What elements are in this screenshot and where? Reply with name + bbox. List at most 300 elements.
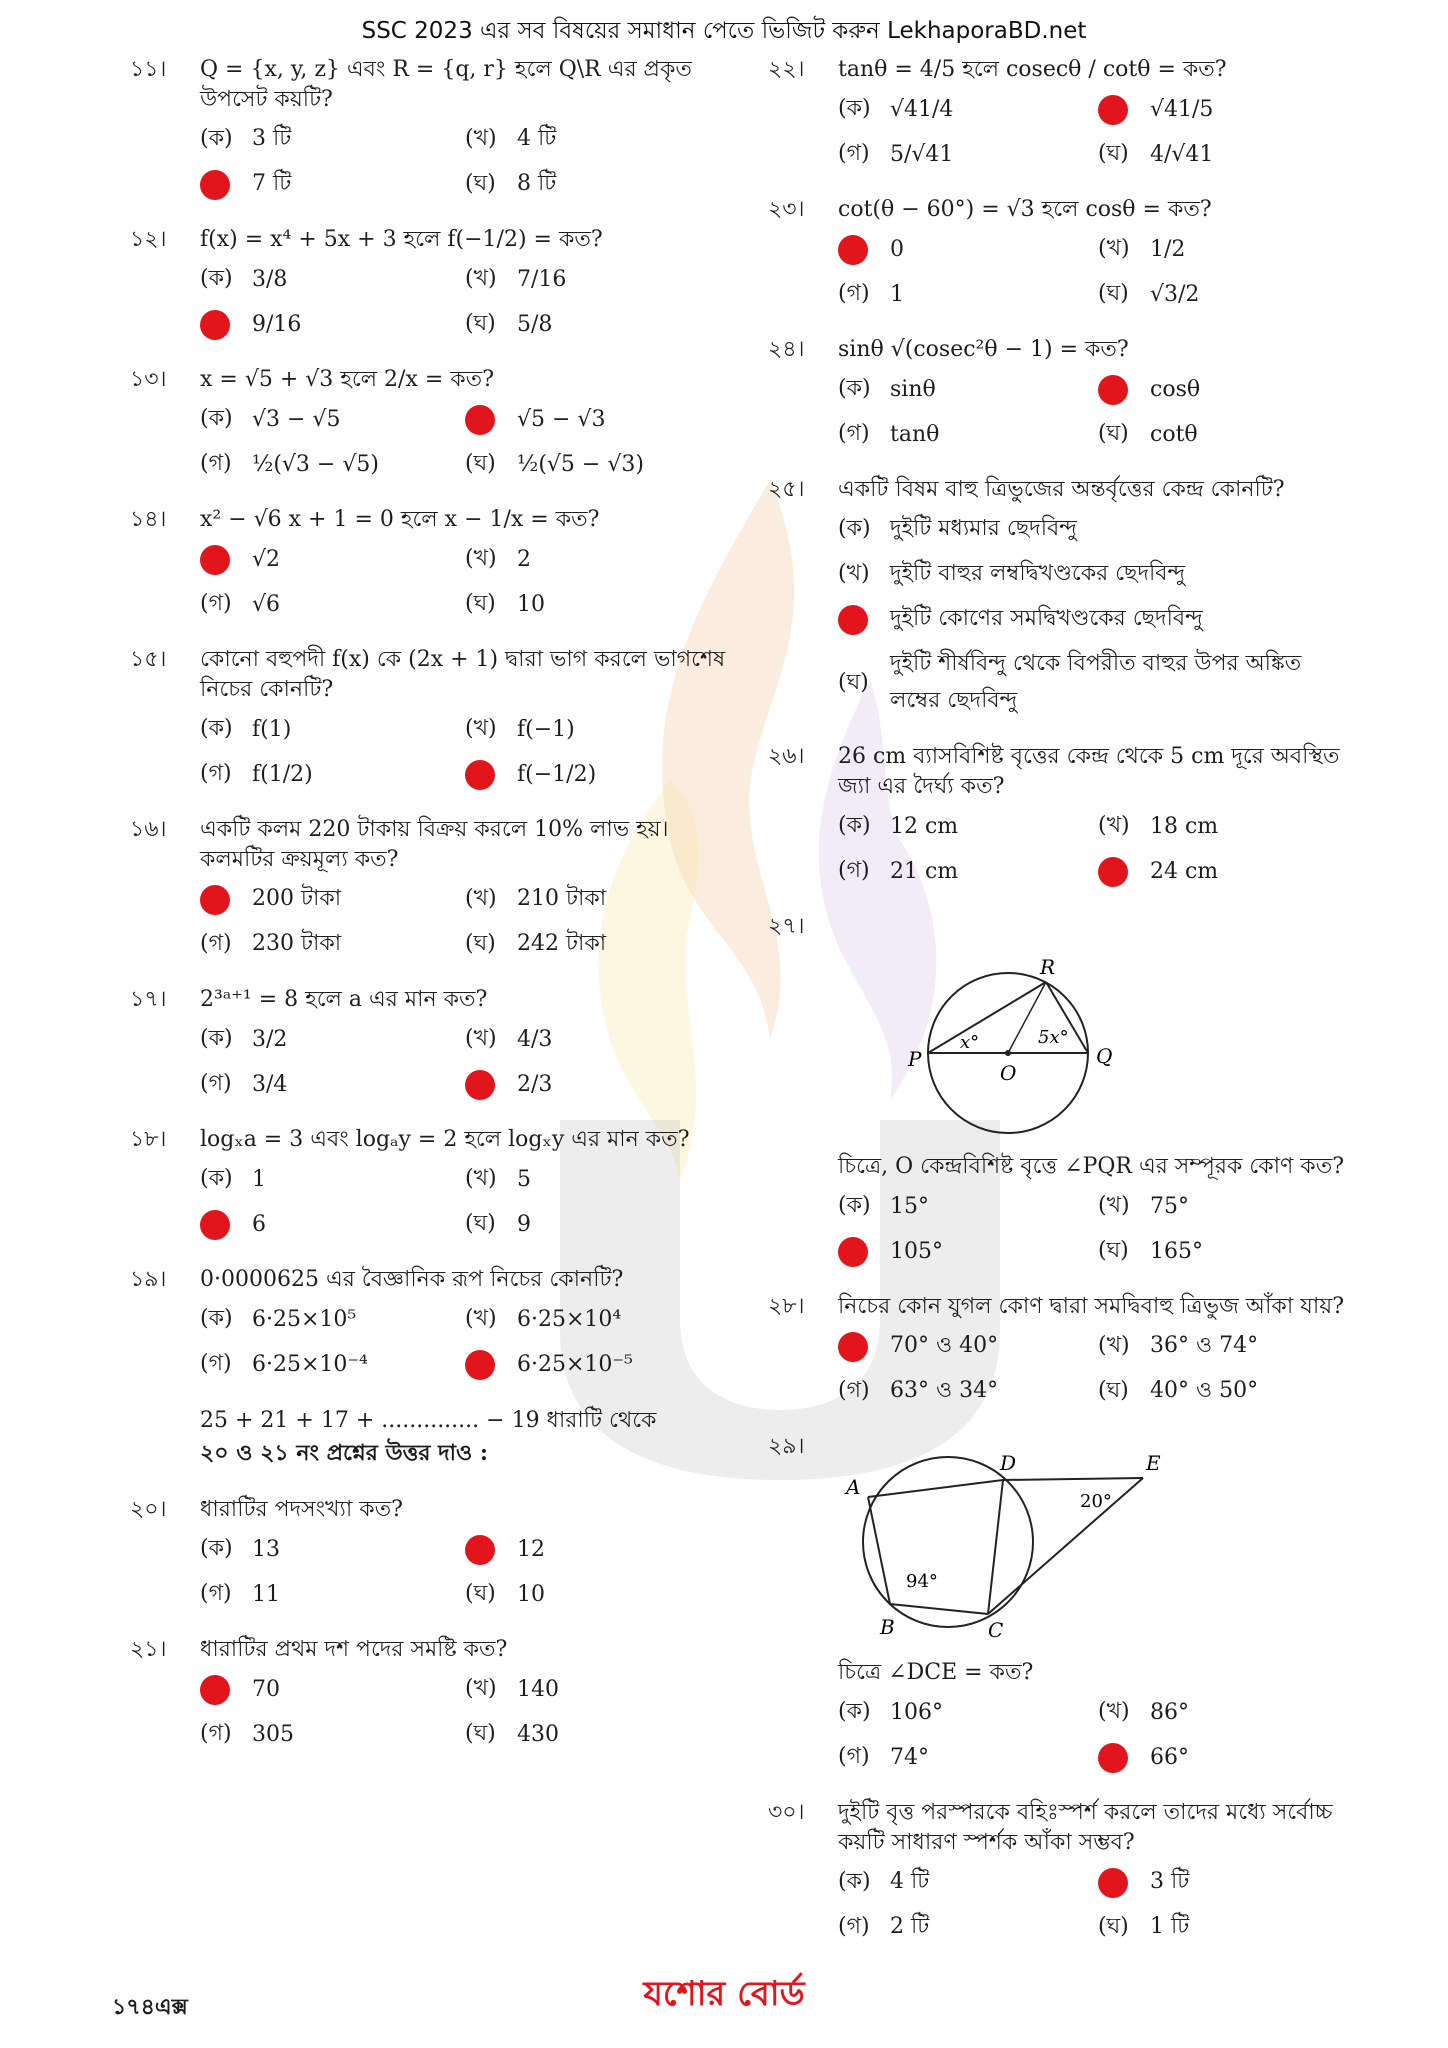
option-label: (ঘ) xyxy=(465,1211,496,1236)
label-d: D xyxy=(1000,1451,1017,1475)
answer-option xyxy=(838,91,1098,128)
option-label: (খ) xyxy=(465,1676,497,1701)
question-text: cot(θ − 60°) = √3 হলে cosθ = কত? xyxy=(838,197,1212,222)
option-label: (ঘ) xyxy=(1098,141,1129,166)
question-number: ১৮। xyxy=(130,1127,167,1152)
correct-answer-marker xyxy=(838,1332,868,1362)
answer-option xyxy=(200,1576,465,1613)
option-value: 106° xyxy=(890,1700,943,1725)
answer-option xyxy=(465,756,730,793)
question-27 xyxy=(768,912,1358,1270)
answer-option xyxy=(200,1531,465,1568)
option-label: (গ) xyxy=(838,1744,870,1769)
answer-option xyxy=(838,646,1358,720)
option-value: 6 xyxy=(252,1212,266,1237)
option-value: দুইটি বাহুর লম্বদ্বিখণ্ডকের ছেদবিন্দু xyxy=(890,561,1186,586)
option-label: (ক) xyxy=(838,1869,871,1894)
answer-option xyxy=(1098,276,1358,313)
answer-option xyxy=(838,231,1098,268)
answer-option xyxy=(465,1161,730,1198)
correct-answer-marker xyxy=(465,1535,495,1565)
answer-option xyxy=(465,446,730,483)
answer-option xyxy=(465,711,730,748)
option-value: 3/4 xyxy=(252,1072,288,1097)
option-value: 4 টি xyxy=(517,126,557,151)
answer-option xyxy=(200,1301,465,1338)
option-label: (ঘ) xyxy=(465,931,496,956)
answer-option xyxy=(1098,136,1358,173)
answer-option xyxy=(838,1864,1098,1901)
option-label: (খ) xyxy=(1098,236,1130,261)
answer-option xyxy=(465,1301,730,1338)
answer-option xyxy=(1098,1328,1358,1365)
correct-answer-marker xyxy=(200,170,230,200)
option-value: sinθ xyxy=(890,377,936,402)
option-label: (গ) xyxy=(838,141,870,166)
option-label: (গ) xyxy=(838,1378,870,1403)
question-text: দুইটি বৃত্ত পরস্পরকে বহিঃস্পর্শ করলে তাদের মধ্যে সর্বোচ্চ কয়টি সাধারণ স্পর্শক আঁকা সম্ভব? xyxy=(838,1800,1333,1855)
option-value: 5/8 xyxy=(517,312,553,337)
option-label: (ক) xyxy=(200,126,233,151)
option-label: (খ) xyxy=(465,1026,497,1051)
answer-option xyxy=(1098,1188,1358,1225)
option-value: 8 টি xyxy=(517,171,557,196)
option-value: 21 cm xyxy=(890,859,959,884)
option-value: 24 cm xyxy=(1150,859,1219,884)
answer-option xyxy=(838,136,1098,173)
option-label: (গ) xyxy=(200,591,232,616)
answer-option xyxy=(465,1716,730,1753)
question xyxy=(130,815,730,963)
option-value: √3 − √5 xyxy=(252,407,341,432)
option-value: 3 টি xyxy=(1150,1869,1190,1894)
question xyxy=(130,505,730,623)
answer-option xyxy=(465,166,730,203)
option-label: (গ) xyxy=(200,931,232,956)
option-value: 18 cm xyxy=(1150,814,1219,839)
question-28 xyxy=(768,1292,1358,1410)
option-label: (খ) xyxy=(465,126,497,151)
question xyxy=(768,335,1358,453)
option-label: (গ) xyxy=(838,1914,870,1939)
label-angle-94: 94° xyxy=(906,1571,938,1592)
answer-option xyxy=(838,1909,1098,1946)
option-label: (ঘ) xyxy=(1098,281,1129,306)
option-label: (ঘ) xyxy=(465,1721,496,1746)
answer-option xyxy=(200,401,465,438)
option-label: (খ) xyxy=(465,546,497,571)
option-label: (গ) xyxy=(200,1581,232,1606)
option-value: 40° ও 50° xyxy=(1150,1378,1259,1403)
answer-option xyxy=(838,511,1358,548)
question-number: ১২। xyxy=(130,227,167,252)
option-value: 70° ও 40° xyxy=(890,1333,999,1358)
option-value: ½(√3 − √5) xyxy=(252,452,379,477)
answer-option xyxy=(200,1671,465,1708)
question-text: একটি বিষম বাহু ত্রিভুজের অন্তর্বৃত্তের কেন্দ্র কোনটি? xyxy=(838,477,1285,502)
correct-answer-marker xyxy=(465,760,495,790)
answer-option xyxy=(200,1021,465,1058)
option-label: (ঘ) xyxy=(465,1581,496,1606)
question-number: ২৩। xyxy=(768,197,805,222)
option-value: 10 xyxy=(517,592,545,617)
option-label: (ঘ) xyxy=(465,591,496,616)
answer-option xyxy=(1098,1909,1358,1946)
answer-option xyxy=(200,446,465,483)
option-label: (ঘ) xyxy=(1098,1378,1129,1403)
answer-option xyxy=(200,1716,465,1753)
answer-option xyxy=(200,586,465,623)
option-value: 5 xyxy=(517,1167,531,1192)
question-text: ধারাটির প্রথম দশ পদের সমষ্টি কত? xyxy=(200,1637,508,1662)
question xyxy=(130,1495,730,1613)
option-label: (গ) xyxy=(838,421,870,446)
correct-answer-marker xyxy=(1098,1868,1128,1898)
label-e: E xyxy=(1146,1451,1161,1475)
answer-option xyxy=(838,1373,1098,1410)
series-intro xyxy=(130,1405,730,1469)
option-label: (ঘ) xyxy=(1098,1238,1129,1263)
label-angle-20: 20° xyxy=(1080,1491,1112,1512)
answer-option xyxy=(838,853,1098,890)
correct-answer-marker xyxy=(1098,95,1128,125)
option-value: 210 টাকা xyxy=(517,886,607,911)
option-label: (ক) xyxy=(200,1166,233,1191)
option-value: 10 xyxy=(517,1582,545,1607)
option-value: 4/√41 xyxy=(1150,142,1214,167)
option-label: (গ) xyxy=(200,451,232,476)
option-value: 1 টি xyxy=(1150,1914,1190,1939)
question-number: ২১। xyxy=(130,1637,167,1662)
answer-option xyxy=(465,1021,730,1058)
option-label: (ক) xyxy=(838,813,871,838)
question-text: একটি কলম 220 টাকায় বিক্রয় করলে 10% লাভ হয়। কলমটির ক্রয়মূল্য কত? xyxy=(200,817,669,872)
option-value: 12 xyxy=(517,1537,545,1562)
option-value: 4/3 xyxy=(517,1027,553,1052)
question-text: x² − √6 x + 1 = 0 হলে x − 1/x = কত? xyxy=(200,507,600,532)
option-label: (ক) xyxy=(200,1536,233,1561)
question-text: 2³ᵃ⁺¹ = 8 হলে a এর মান কত? xyxy=(200,987,488,1012)
option-label: (খ) xyxy=(465,266,497,291)
question-number: ১৭। xyxy=(130,987,167,1012)
answer-option xyxy=(200,1346,465,1383)
question xyxy=(130,645,730,793)
question-text: sinθ √(cosec²θ − 1) = কত? xyxy=(838,337,1129,362)
question-number: ১৩। xyxy=(130,367,167,392)
label-angle-5x: 5x° xyxy=(1038,1027,1069,1048)
option-label: (খ) xyxy=(465,886,497,911)
option-label: (ঘ) xyxy=(465,171,496,196)
question xyxy=(768,55,1358,173)
answer-option xyxy=(465,541,730,578)
option-value: 2 xyxy=(517,547,531,572)
option-label: (ক) xyxy=(200,266,233,291)
option-value: 242 টাকা xyxy=(517,931,607,956)
series-intro-line1: 25 + 21 + 17 + .............. − 19 ধারাটি থেকে xyxy=(200,1408,657,1433)
option-value: 9/16 xyxy=(252,312,302,337)
option-label: (গ) xyxy=(200,761,232,786)
site-banner: SSC 2023 এর সব বিষয়ের সমাধান পেতে ভিজিট করুন LekhaporaBD.net xyxy=(361,18,1087,44)
label-p: P xyxy=(908,1047,922,1071)
option-label: (খ) xyxy=(1098,1333,1130,1358)
option-value: √41/4 xyxy=(890,97,954,122)
option-value: 86° xyxy=(1150,1700,1189,1725)
question-number: ১৬। xyxy=(130,817,167,842)
option-value: 66° xyxy=(1150,1745,1189,1770)
option-value: 6·25×10⁻⁵ xyxy=(517,1352,633,1377)
question-number: ১৫। xyxy=(130,647,167,672)
option-value: 1 xyxy=(890,282,904,307)
answer-option xyxy=(200,756,465,793)
question-text: ধারাটির পদসংখ্যা কত? xyxy=(200,1497,403,1522)
option-label: (ক) xyxy=(838,1699,871,1724)
answer-option xyxy=(465,401,730,438)
option-label: (গ) xyxy=(838,858,870,883)
option-label: (খ) xyxy=(1098,1193,1130,1218)
option-label: (খ) xyxy=(838,561,870,586)
left-column xyxy=(130,55,730,1775)
option-value: 4 টি xyxy=(890,1869,930,1894)
option-value: দুইটি কোণের সমদ্বিখণ্ডকের ছেদবিন্দু xyxy=(890,606,1203,631)
option-value: 6·25×10⁵ xyxy=(252,1307,357,1332)
option-value: tanθ xyxy=(890,422,940,447)
option-value: cotθ xyxy=(1150,422,1198,447)
option-value: দুইটি মধ্যমার ছেদবিন্দু xyxy=(890,516,1077,541)
question-text: f(x) = x⁴ + 5x + 3 হলে f(−1/2) = কত? xyxy=(200,227,603,252)
option-label: (ক) xyxy=(200,716,233,741)
answer-option xyxy=(1098,808,1358,845)
question-number: ১৯। xyxy=(130,1267,167,1292)
answer-option xyxy=(200,1161,465,1198)
question-number: ২৯। xyxy=(768,1434,805,1459)
option-value: f(1/2) xyxy=(252,762,313,787)
question-text: tanθ = 4/5 হলে cosecθ / cotθ = কত? xyxy=(838,57,1227,82)
question-number: ২৪। xyxy=(768,337,805,362)
question-number: ২৬। xyxy=(768,744,805,769)
correct-answer-marker xyxy=(200,310,230,340)
option-value: 3/2 xyxy=(252,1027,288,1052)
answer-option xyxy=(1098,416,1358,453)
option-label: (ক) xyxy=(838,96,871,121)
answer-option xyxy=(838,416,1098,453)
answer-option xyxy=(465,1066,730,1103)
answer-option xyxy=(465,1531,730,1568)
option-label: (ঘ) xyxy=(465,311,496,336)
option-value: f(−1) xyxy=(517,717,575,742)
answer-option xyxy=(838,371,1098,408)
correct-answer-marker xyxy=(838,605,868,635)
option-label: (ক) xyxy=(200,1026,233,1051)
question xyxy=(768,195,1358,313)
answer-option xyxy=(1098,1694,1358,1731)
question-number: ১৪। xyxy=(130,507,167,532)
answer-option xyxy=(838,1739,1098,1776)
answer-option xyxy=(838,1233,1098,1270)
option-value: 7/16 xyxy=(517,267,567,292)
option-value: √3/2 xyxy=(1150,282,1200,307)
answer-option xyxy=(838,276,1098,313)
option-value: 2 টি xyxy=(890,1914,930,1939)
answer-option xyxy=(838,1188,1098,1225)
answer-option xyxy=(838,556,1358,593)
question-number: ২৮। xyxy=(768,1294,805,1319)
circle-figure-pqr xyxy=(888,948,1148,1138)
correct-answer-marker xyxy=(200,885,230,915)
correct-answer-marker xyxy=(465,405,495,435)
option-value: 9 xyxy=(517,1212,531,1237)
option-value: √2 xyxy=(252,547,281,572)
label-b: B xyxy=(880,1615,895,1639)
answer-option xyxy=(200,166,465,203)
question-30 xyxy=(768,1798,1358,1946)
option-value: 74° xyxy=(890,1745,929,1770)
option-label: (ক) xyxy=(200,1306,233,1331)
option-label: (ঘ) xyxy=(465,451,496,476)
option-label: (গ) xyxy=(200,1071,232,1096)
option-value: ½(√5 − √3) xyxy=(517,452,644,477)
answer-option xyxy=(465,121,730,158)
answer-option xyxy=(200,261,465,298)
option-label: (ঘ) xyxy=(838,669,869,695)
option-value: 2/3 xyxy=(517,1072,553,1097)
right-column xyxy=(768,55,1358,1968)
option-value: 305 xyxy=(252,1722,294,1747)
question-29 xyxy=(768,1432,1358,1776)
option-value: 165° xyxy=(1150,1239,1203,1264)
option-label: (ক) xyxy=(838,1193,871,1218)
answer-option xyxy=(465,1346,730,1383)
answer-option xyxy=(1098,1739,1358,1776)
option-value: 36° ও 74° xyxy=(1150,1333,1259,1358)
option-value: 105° xyxy=(890,1239,943,1264)
answer-option xyxy=(200,121,465,158)
option-label: (ঘ) xyxy=(1098,421,1129,446)
option-label: (ক) xyxy=(838,376,871,401)
option-value: 6·25×10⁴ xyxy=(517,1307,622,1332)
option-label: (খ) xyxy=(465,1166,497,1191)
question xyxy=(130,1265,730,1383)
question xyxy=(130,1635,730,1753)
option-label: (ক) xyxy=(200,406,233,431)
answer-option xyxy=(1098,231,1358,268)
question-number: ২০। xyxy=(130,1497,167,1522)
correct-answer-marker xyxy=(465,1070,495,1100)
question-number: ২৫। xyxy=(768,477,805,502)
option-label: (গ) xyxy=(200,1721,232,1746)
question-text: x = √5 + √3 হলে 2/x = কত? xyxy=(200,367,494,392)
label-a: A xyxy=(846,1475,861,1499)
option-label: (খ) xyxy=(465,716,497,741)
question-text: logₓa = 3 এবং logₐy = 2 হলে logₓy এর মান কত? xyxy=(200,1127,690,1152)
label-o: O xyxy=(1000,1061,1017,1085)
answer-option xyxy=(200,881,465,918)
correct-answer-marker xyxy=(838,1237,868,1267)
option-value: 430 xyxy=(517,1722,559,1747)
correct-answer-marker xyxy=(838,235,868,265)
answer-option xyxy=(465,1576,730,1613)
option-label: (ক) xyxy=(838,516,871,541)
answer-option xyxy=(200,1066,465,1103)
correct-answer-marker xyxy=(1098,375,1128,405)
answer-option xyxy=(465,926,730,963)
question xyxy=(130,55,730,203)
question xyxy=(130,985,730,1103)
question xyxy=(768,475,1358,720)
option-value: 140 xyxy=(517,1677,559,1702)
answer-option xyxy=(1098,371,1358,408)
option-value: 7 টি xyxy=(252,171,292,196)
option-value: 63° ও 34° xyxy=(890,1378,999,1403)
option-label: (গ) xyxy=(838,281,870,306)
answer-option xyxy=(200,1206,465,1243)
option-value: 3/8 xyxy=(252,267,288,292)
answer-option xyxy=(838,1328,1098,1365)
answer-option xyxy=(200,306,465,343)
option-value: √41/5 xyxy=(1150,97,1214,122)
correct-answer-marker xyxy=(200,1675,230,1705)
question-text: 26 cm ব্যাসবিশিষ্ট বৃত্তের কেন্দ্র থেকে 5 cm দূরে অবস্থিত জ্যা এর দৈর্ঘ্য কত? xyxy=(838,744,1340,799)
correct-answer-marker xyxy=(1098,1743,1128,1773)
option-label: (খ) xyxy=(1098,1699,1130,1724)
answer-option xyxy=(465,261,730,298)
option-value: 3 টি xyxy=(252,126,292,151)
option-value: f(1) xyxy=(252,717,292,742)
board-title: যশোর বোর্ড xyxy=(643,1974,805,2014)
page-code: ১৭৪এক্স xyxy=(112,1994,188,2020)
label-angle-x: x° xyxy=(960,1032,980,1053)
option-value: 15° xyxy=(890,1194,929,1219)
answer-option xyxy=(838,601,1358,638)
option-label: (খ) xyxy=(465,1306,497,1331)
answer-option xyxy=(465,586,730,623)
question xyxy=(130,225,730,343)
question-text: চিত্রে ∠DCE = কত? xyxy=(838,1660,1034,1685)
option-value: 5/√41 xyxy=(890,142,954,167)
series-intro-line2: ২০ ও ২১ নং প্রশ্নের উত্তর দাও : xyxy=(200,1440,489,1466)
correct-answer-marker xyxy=(200,545,230,575)
answer-option xyxy=(1098,1864,1358,1901)
question-number: ৩০। xyxy=(768,1800,805,1825)
question-number: ২২। xyxy=(768,57,805,82)
answer-option xyxy=(200,541,465,578)
correct-answer-marker xyxy=(1098,857,1128,887)
option-value: 12 cm xyxy=(890,814,959,839)
answer-option xyxy=(200,926,465,963)
answer-option xyxy=(838,1694,1098,1731)
question xyxy=(130,365,730,483)
question-text: Q = {x, y, z} এবং R = {q, r} হলে Q\R এর প্রকৃত উপসেট কয়টি? xyxy=(200,57,692,112)
question-text: কোনো বহুপদী f(x) কে (2x + 1) দ্বারা ভাগ করলে ভাগশেষ নিচের কোনটি? xyxy=(200,647,726,702)
option-label: (খ) xyxy=(1098,813,1130,838)
answer-option xyxy=(200,711,465,748)
option-label: (ঘ) xyxy=(1098,1914,1129,1939)
answer-option xyxy=(1098,853,1358,890)
option-value: 11 xyxy=(252,1582,280,1607)
option-value: √6 xyxy=(252,592,281,617)
question xyxy=(768,742,1358,890)
question-text: 0·0000625 এর বৈজ্ঞানিক রূপ নিচের কোনটি? xyxy=(200,1267,624,1292)
label-q: Q xyxy=(1096,1044,1113,1068)
option-value: f(−1/2) xyxy=(517,762,597,787)
question xyxy=(130,1125,730,1243)
question-number: ২৭। xyxy=(768,914,805,939)
option-value: 75° xyxy=(1150,1194,1189,1219)
question-text: নিচের কোন যুগল কোণ দ্বারা সমদ্বিবাহু ত্রিভুজ আঁকা যায়? xyxy=(838,1294,1344,1319)
circle-figure-abcde xyxy=(828,1442,1161,1642)
option-value: 1 xyxy=(252,1167,266,1192)
answer-option xyxy=(465,306,730,343)
label-r: R xyxy=(1040,955,1056,979)
